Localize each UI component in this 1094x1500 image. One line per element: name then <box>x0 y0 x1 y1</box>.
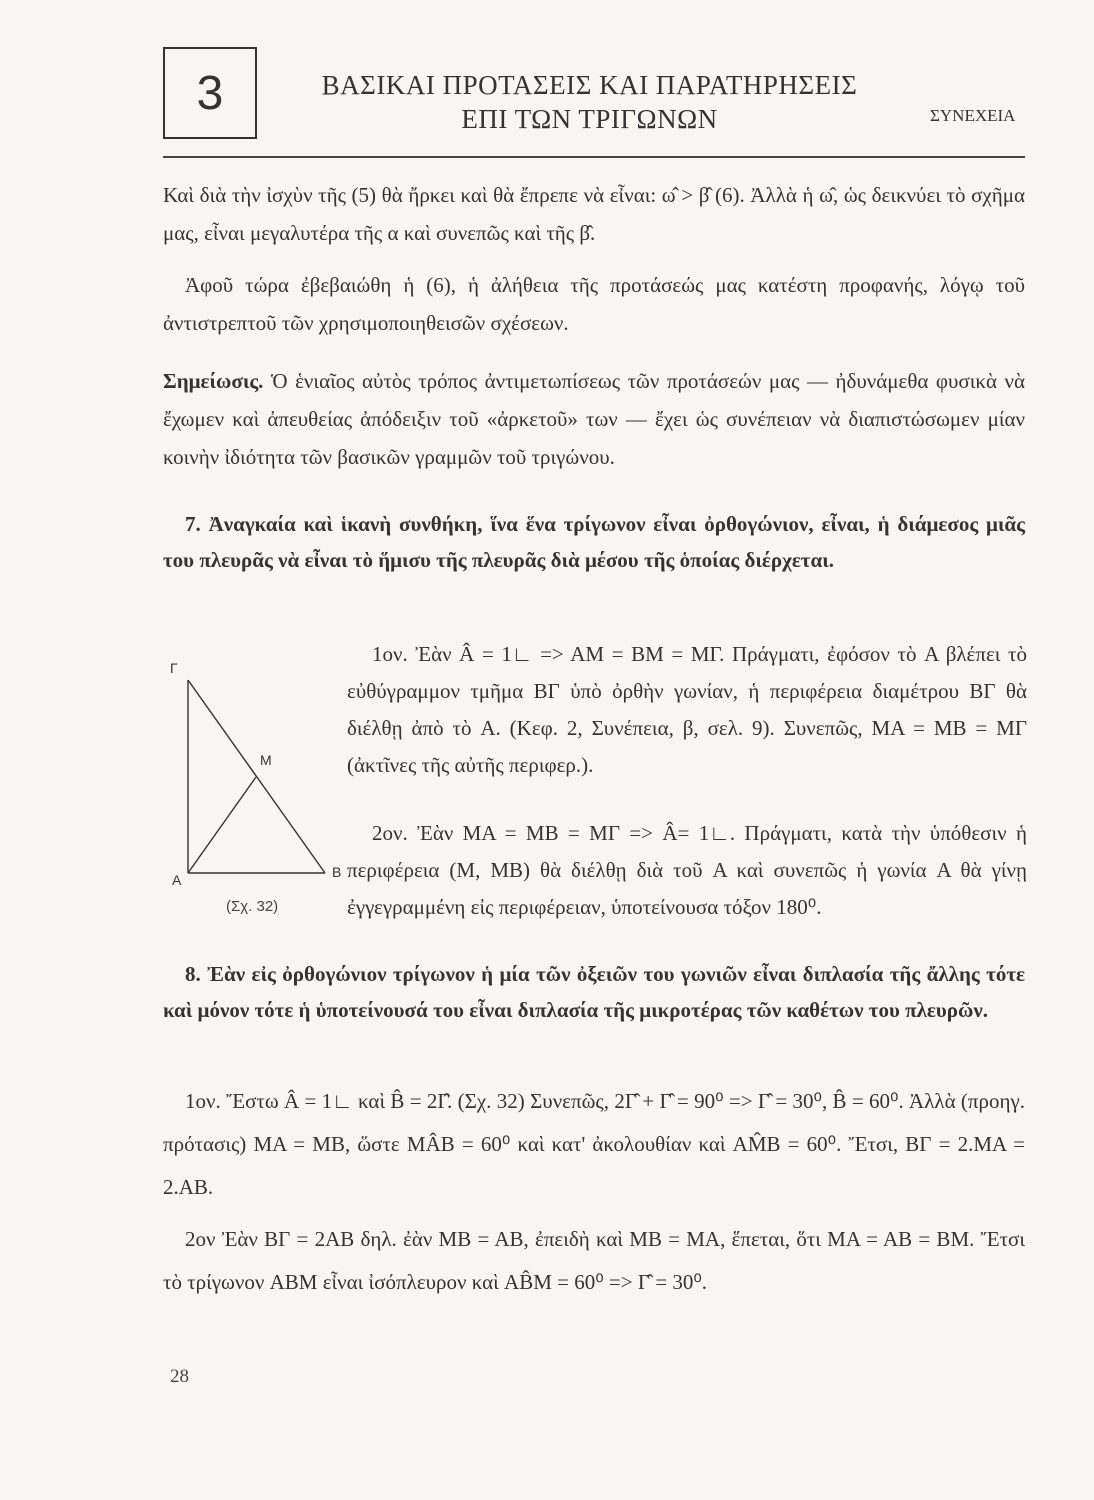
label-a: A <box>172 872 182 888</box>
chapter-title-line1: ΒΑΣΙΚΑΙ ΠΡΟΤΑΣΕΙΣ ΚΑΙ ΠΑΡΑΤΗΡΗΣΕΙΣ <box>321 70 858 100</box>
note-paragraph <box>163 362 1025 476</box>
proposition-7-part-2: 2ον. Ἐὰν MA = MB = MΓ => Â= 1∟. Πράγματι, κατὰ τὴν ὑπόθεσιν ἡ περιφέρεια (M, MB) θὰ διέλθῃ διὰ τοῦ A καὶ συνεπῶς ἡ γωνία A θὰ γίνῃ ἐγγεγραμμένη εἰς περιφέρειαν, ὑποτείνουσα τόξον 180⁰. <box>347 821 1027 919</box>
header-divider <box>163 156 1025 158</box>
chapter-number: 3 <box>196 66 224 120</box>
page-number: 28 <box>170 1366 189 1387</box>
label-gamma: Γ <box>170 660 178 676</box>
note-label: Σημείωσις. <box>163 369 264 393</box>
proposition-8-part-2: 2ον Ἐὰν BΓ = 2AB δηλ. ἐὰν MB = AB, ἐπειδὴ καὶ MB = MA, ἕπεται, ὅτι MA = AB = BM. Ἔτσι τὸ τρίγωνον ABM εἶναι ἰσόπλευρον καὶ AB̂M = 60⁰ => Γ̂ = 30⁰. <box>163 1227 1025 1294</box>
chapter-title <box>262 68 917 136</box>
label-m: M <box>260 752 272 768</box>
median-am <box>188 777 256 873</box>
proposition-8: 8. Ἐὰν εἰς ὀρθογώνιον τρίγωνον ἡ μία τῶν ὀξειῶν του γωνιῶν εἶναι διπλασία τῆς ἄλλης τότε καὶ μόνον τότε ἡ ὑποτείνουσά του εἶναι διπλασία τῆς μικροτέρας τῶν καθέτων του πλευρῶν. <box>163 962 1025 1022</box>
label-b: B <box>332 864 342 880</box>
proposition-7-part-1: 1ον. Ἐὰν Â = 1∟ => AM = BM = MΓ. Πράγματι, ἐφόσον τὸ A βλέπει τὸ εὐθύγραμμον τμῆμα BΓ ὑπὸ ὀρθὴν γωνίαν, ἡ περιφέρεια διαμέτρου BΓ θὰ διέλθῃ ἀπὸ τὸ A. (Κεφ. 2, Συνέπεια, β, σελ. 9). Συνεπῶς, MA = MB = MΓ (ἀκτῖνες τῆς αὐτῆς περιφερ.). <box>347 642 1027 777</box>
proposition-8-part-1: 1ον. Ἔστω Â = 1∟ καὶ B̂ = 2Γ̂. (Σχ. 32) Συνεπῶς, 2Γ̂ + Γ̂ = 90⁰ => Γ̂ = 30⁰, B̂ = 60⁰. Ἀλλὰ (προηγ. πρότασις) MA = MB, ὥστε MÂB = 60⁰ καὶ κατ' ἀκολουθίαν καὶ AM̂B = 60⁰. Ἔτσι, BΓ = 2.MA = 2.AB. <box>163 1089 1025 1199</box>
paragraph-2: Ἀφοῦ τώρα ἐβεβαιώθη ἡ (6), ἡ ἀλήθεια τῆς προτάσεώς μας κατέστη προφανής, λόγῳ τοῦ ἀντιστρεπτοῦ τῶν χρησιμοποιηθεισῶν σχέσεων. <box>163 273 1025 335</box>
figure-32 <box>160 645 360 940</box>
chapter-subtitle: ΣΥΝΕΧΕΙΑ <box>930 106 1016 125</box>
proposition-7: 7. Ἀναγκαία καὶ ἱκανὴ συνθήκη, ἵνα ἕνα τρίγωνον εἶναι ὀρθογώνιον, εἶναι, ἡ διάμεσος μιᾶς του πλευρᾶς νὰ εἶναι τὸ ἥμισυ τῆς πλευρᾶς διὰ μέσου τῆς ὁποίας διέρχεται. <box>163 512 1025 572</box>
note-text: Ὁ ἑνιαῖος αὐτὸς τρόπος ἀντιμετωπίσεως τῶν προτάσεών μας — ἠδυνάμεθα φυσικὰ νὰ ἔχωμεν καὶ ἀπευθείας ἀπόδειξιν τοῦ «ἀρκετοῦ» των — ἔχει ὡς συνέπειαν νὰ διαπιστώσωμεν μίαν κοινὴν ἰδιότητα τῶν βασικῶν γραμμῶν τοῦ τριγώνου. <box>163 369 1025 469</box>
chapter-title-line2: ΕΠΙ ΤΩΝ ΤΡΙΓΩΝΩΝ <box>461 104 718 134</box>
figure-caption: (Σχ. 32) <box>226 898 279 915</box>
paragraph-1: Καὶ διὰ τὴν ἰσχὺν τῆς (5) θὰ ἤρκει καὶ θὰ ἔπρεπε νὰ εἶναι: ω̂ > β̂ (6). Ἀλλὰ ἡ ω̂, ὡς δεικνύει τὸ σχῆμα μας, εἶναι μεγαλυτέρα τῆς α καὶ συνεπῶς καὶ τῆς β̂. <box>163 183 1025 245</box>
chapter-number-box <box>163 47 257 139</box>
